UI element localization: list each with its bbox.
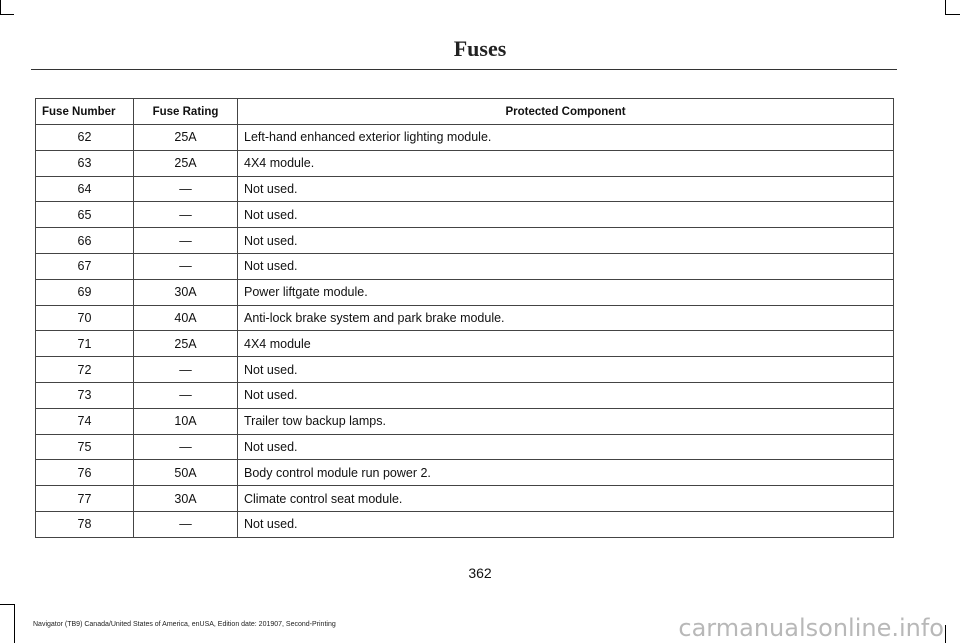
- table-row: [36, 486, 894, 512]
- protected-component-cell: Climate control seat module.: [238, 486, 894, 512]
- fuse-rating-cell: —: [134, 228, 238, 254]
- crop-mark-top-left-vertical: [0, 0, 1, 14]
- table-row: [36, 150, 894, 176]
- fuse-number-cell: 64: [36, 176, 134, 202]
- protected-component-cell: Left-hand enhanced exterior lighting module.: [238, 125, 894, 151]
- fuse-rating-cell: 50A: [134, 460, 238, 486]
- table-row: [36, 305, 894, 331]
- crop-mark-bottom-right-vertical: [945, 625, 946, 643]
- fuse-number-cell: 69: [36, 279, 134, 305]
- protected-component-cell: Anti-lock brake system and park brake module.: [238, 305, 894, 331]
- table-row: [36, 228, 894, 254]
- fuse-table-body: [36, 125, 894, 538]
- fuse-number-cell: 76: [36, 460, 134, 486]
- fuse-number-cell: 77: [36, 486, 134, 512]
- page-number: 362: [468, 565, 492, 581]
- fuse-rating-cell: 30A: [134, 279, 238, 305]
- crop-mark-top-left-horizontal: [0, 14, 14, 15]
- fuse-number-cell: 75: [36, 434, 134, 460]
- table-row: [36, 331, 894, 357]
- fuse-number-cell: 62: [36, 125, 134, 151]
- protected-component-cell: Power liftgate module.: [238, 279, 894, 305]
- table-row: [36, 253, 894, 279]
- table-row: [36, 382, 894, 408]
- fuse-rating-cell: —: [134, 253, 238, 279]
- crop-mark-bottom-left-horizontal: [0, 604, 14, 605]
- table-row: [36, 460, 894, 486]
- fuse-number-cell: 63: [36, 150, 134, 176]
- column-header-fuse-rating: Fuse Rating: [134, 99, 238, 125]
- table-row: [36, 176, 894, 202]
- protected-component-cell: Not used.: [238, 434, 894, 460]
- fuse-number-cell: 70: [36, 305, 134, 331]
- watermark: carmanualsonline.info: [678, 614, 944, 642]
- table-header-row: [36, 99, 894, 125]
- protected-component-cell: Not used.: [238, 357, 894, 383]
- crop-mark-top-right-vertical: [945, 0, 946, 14]
- fuse-rating-cell: —: [134, 357, 238, 383]
- table-row: [36, 125, 894, 151]
- fuse-number-cell: 72: [36, 357, 134, 383]
- page-title: Fuses: [453, 36, 507, 61]
- table-row: [36, 202, 894, 228]
- fuse-number-cell: 78: [36, 511, 134, 537]
- table-row: [36, 511, 894, 537]
- fuse-number-cell: 66: [36, 228, 134, 254]
- crop-mark-bottom-left-vertical: [14, 604, 15, 643]
- fuse-table: [35, 98, 894, 538]
- column-header-protected-component: Protected Component: [238, 99, 894, 125]
- protected-component-cell: 4X4 module.: [238, 150, 894, 176]
- protected-component-cell: Not used.: [238, 382, 894, 408]
- fuse-number-cell: 74: [36, 408, 134, 434]
- table-row: [36, 279, 894, 305]
- fuse-number-cell: 65: [36, 202, 134, 228]
- protected-component-cell: Body control module run power 2.: [238, 460, 894, 486]
- fuse-rating-cell: —: [134, 382, 238, 408]
- fuse-rating-cell: 40A: [134, 305, 238, 331]
- protected-component-cell: Not used.: [238, 511, 894, 537]
- column-header-fuse-number: Fuse Number: [36, 99, 134, 125]
- protected-component-cell: Trailer tow backup lamps.: [238, 408, 894, 434]
- table-row: [36, 408, 894, 434]
- fuse-rating-cell: 25A: [134, 331, 238, 357]
- fuse-rating-cell: 10A: [134, 408, 238, 434]
- protected-component-cell: Not used.: [238, 253, 894, 279]
- fuse-rating-cell: 30A: [134, 486, 238, 512]
- protected-component-cell: Not used.: [238, 202, 894, 228]
- footer-edition-text: Navigator (TB9) Canada/United States of America, enUSA, Edition date: 201907, Second-Printing: [33, 621, 336, 628]
- fuse-rating-cell: 25A: [134, 125, 238, 151]
- fuse-rating-cell: —: [134, 434, 238, 460]
- protected-component-cell: Not used.: [238, 176, 894, 202]
- fuse-number-cell: 67: [36, 253, 134, 279]
- header-divider: [31, 69, 897, 70]
- table-row: [36, 434, 894, 460]
- fuse-rating-cell: —: [134, 202, 238, 228]
- fuse-rating-cell: —: [134, 511, 238, 537]
- crop-mark-top-right-horizontal: [945, 14, 960, 15]
- protected-component-cell: 4X4 module: [238, 331, 894, 357]
- protected-component-cell: Not used.: [238, 228, 894, 254]
- fuse-rating-cell: 25A: [134, 150, 238, 176]
- fuse-rating-cell: —: [134, 176, 238, 202]
- fuse-number-cell: 71: [36, 331, 134, 357]
- fuse-number-cell: 73: [36, 382, 134, 408]
- table-row: [36, 357, 894, 383]
